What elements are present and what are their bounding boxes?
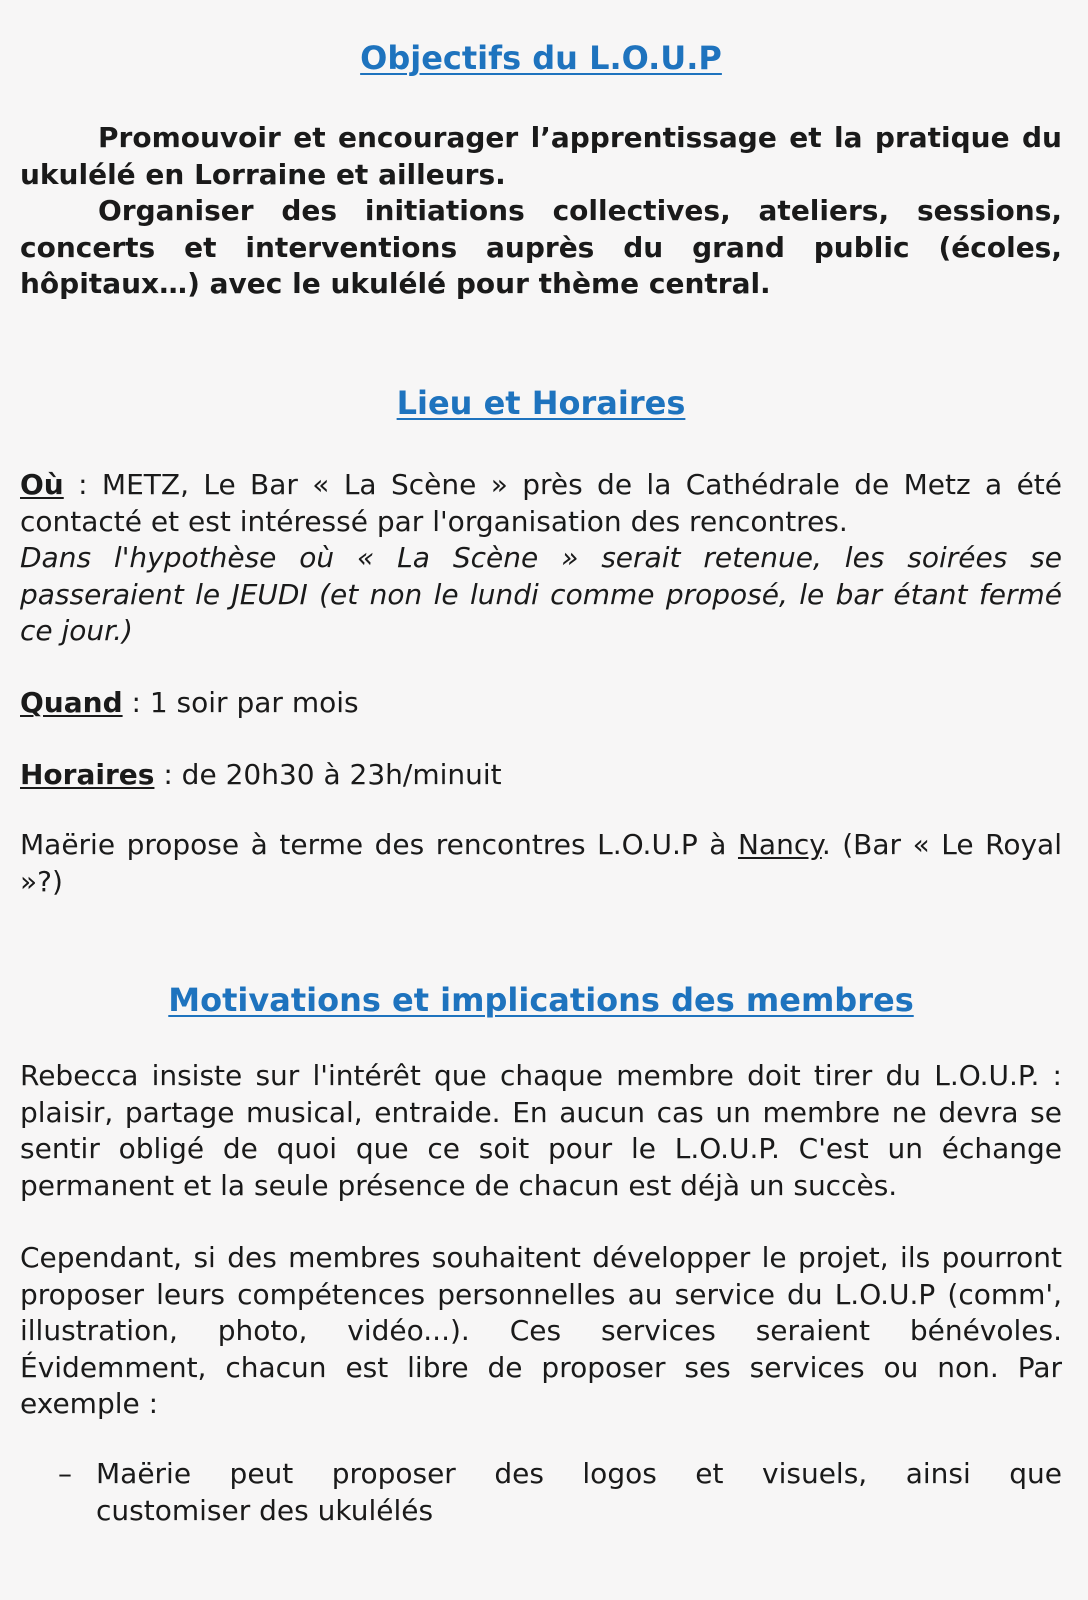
motivations-paragraph-2: Cependant, si des membres souhaitent développer le projet, ils pourront proposer leurs compétences personnelles au service du L.O.U.P (comm', illustration, photo, vidéo...). Ces services seraient bénévoles. Évidemment, chacun est libre de proposer ses services ou non. Par exemple : [20, 1241, 1062, 1420]
horaires-label: Horaires [20, 758, 155, 791]
objectifs-paragraph-2: Organiser des initiations collectives, ateliers, sessions, concerts et interventions auprès du grand public (écoles, hôpitaux…) avec le ukulélé pour thème central. [20, 194, 1062, 300]
horaires-text: : de 20h30 à 23h/minuit [154, 758, 502, 791]
ou-text: : METZ, Le Bar « La Scène » près de la Cathédrale de Metz a été contacté et est intéressé par l'organisation des rencontres. [20, 468, 1062, 538]
quand-text: : 1 soir par mois [122, 686, 359, 719]
ou-italic-note: Dans l'hypothèse où « La Scène » serait retenue, les soirées se passeraient le JEUDI (et non le lundi comme proposé, le bar étant fermé ce jour.) [20, 541, 1062, 647]
ou-label: Où [20, 468, 64, 501]
nancy-paragraph [20, 827, 1062, 900]
section-title-lieu-horaires: Lieu et Horaires [396, 384, 686, 422]
motivations-paragraph-1: Rebecca insiste sur l'intérêt que chaque membre doit tirer du L.O.U.P. : plaisir, partage musical, entraide. En aucun cas un membre ne devra se sentir obligé de quoi que ce soit pour le L.O.U.P. C'est un échange permanent et la seule présence de chacun est déjà un succès. [20, 1059, 1062, 1202]
nancy-text-before: Maërie propose à terme des rencontres L.O.U.P à [20, 828, 738, 861]
nancy-link[interactable]: Nancy [737, 828, 822, 861]
nancy-text-after: . (Bar « Le Royal »?) [20, 828, 1062, 898]
horaires-paragraph [20, 757, 1062, 794]
list-item-line-1: Maërie peut proposer des logos et visuels, ainsi que [96, 1457, 1062, 1490]
quand-label: Quand [20, 686, 123, 719]
list-item-line-2: customiser des ukulélés [96, 1493, 434, 1527]
ou-paragraph [20, 467, 1062, 540]
bullet-dash: – [58, 1457, 72, 1490]
quand-paragraph [20, 685, 1062, 722]
section-title-objectifs: Objectifs du L.O.U.P [360, 39, 722, 77]
section-title-motivations: Motivations et implications des membres [168, 981, 914, 1019]
list-item-text [96, 1456, 1062, 1529]
objectifs-paragraph-1: Promouvoir et encourager l’apprentissage et la pratique du ukulélé en Lorraine et ailleurs. [20, 121, 1062, 191]
